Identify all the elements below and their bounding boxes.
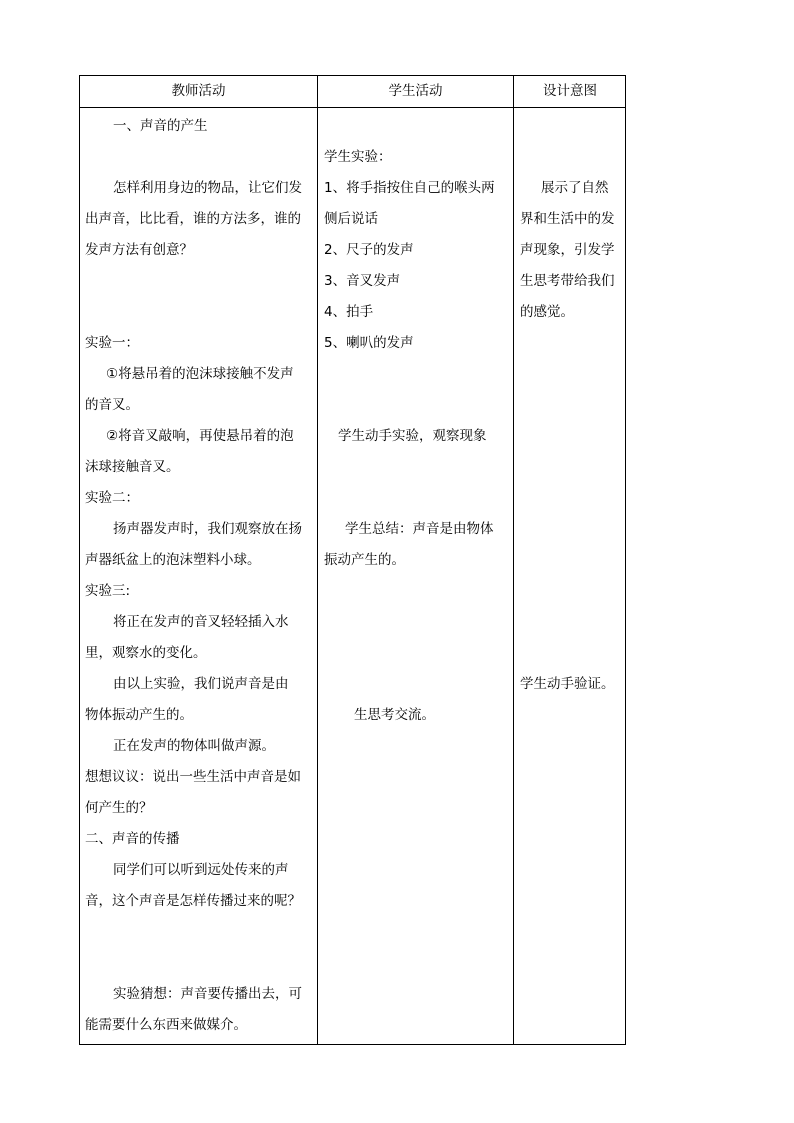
text-line: 音，这个声音是怎样传播过来的呢？ — [85, 893, 301, 909]
header-student-activity: 学生活动 — [388, 83, 443, 99]
experiment-title: 实验三: — [85, 583, 131, 599]
text-line: 声器纸盆上的泡沫塑料小球。 — [85, 552, 261, 568]
list-item: 侧后说话 — [324, 211, 378, 227]
header-design-intent: 设计意图 — [543, 83, 597, 99]
text-line: 界和生活中的发 — [520, 211, 615, 227]
text-line: 学生总结：声音是由物体 — [345, 521, 494, 537]
list-item: 1、将手指按住自己的喉头两 — [324, 180, 495, 196]
text-line: 的感觉。 — [520, 304, 574, 320]
text-line: 实验猜想：声音要传播出去，可 — [113, 986, 302, 1002]
text-line: 沫球接触音叉。 — [85, 459, 180, 475]
text-line: 何产生的？ — [85, 800, 153, 816]
experiment-title: 实验一： — [85, 335, 139, 351]
text-line: 声现象，引发学 — [520, 242, 615, 258]
text-line: 振动产生的。 — [324, 552, 405, 568]
text-line: 发声方法有创意？ — [85, 242, 193, 258]
text-line: ②将音叉敲响，再使悬吊着的泡 — [106, 428, 294, 444]
text-line: 由以上实验，我们说声音是由 — [113, 676, 289, 692]
experiment-title: 学生实验： — [324, 149, 392, 165]
list-item: 5、喇叭的发声 — [324, 335, 414, 351]
text-line: 里，观察水的变化。 — [85, 645, 207, 661]
text-line: 出声音，比比看，谁的方法多，谁的 — [85, 211, 301, 227]
text-line: 物体振动产生的。 — [85, 707, 193, 723]
section-title: 一、声音的产生 — [113, 118, 208, 134]
text-line: 学生动手实验，观察现象 — [338, 428, 487, 444]
header-divider — [80, 107, 625, 108]
text-line: 能需要什么东西来做媒介。 — [85, 1017, 247, 1033]
column-divider — [317, 76, 318, 1044]
text-line: 生思考带给我们 — [520, 273, 615, 289]
text-line: 展示了自然 — [541, 180, 609, 196]
text-line: 想想议议：说出一些生活中声音是如 — [85, 769, 301, 785]
list-item: 3、音叉发声 — [324, 273, 401, 289]
text-line: 的音叉。 — [85, 397, 139, 413]
text-line: 生思考交流。 — [354, 707, 435, 723]
text-line: 怎样利用身边的物品，让它们发 — [113, 180, 302, 196]
section-title: 二、声音的传播 — [85, 831, 180, 847]
experiment-title: 实验二： — [85, 490, 139, 506]
text-line: 学生动手验证。 — [520, 676, 615, 692]
column-divider — [513, 76, 514, 1044]
list-item: 2、尺子的发声 — [324, 242, 414, 258]
header-teacher-activity: 教师活动 — [171, 83, 226, 99]
text-line: 扬声器发声时，我们观察放在扬 — [113, 521, 302, 537]
text-line: ①将悬吊着的泡沫球接触不发声 — [106, 366, 294, 382]
text-line: 正在发声的物体叫做声源。 — [113, 738, 275, 754]
list-item: 4、拍手 — [324, 304, 374, 320]
text-line: 将正在发声的音叉轻轻插入水 — [113, 614, 289, 630]
text-line: 同学们可以听到远处传来的声 — [113, 862, 289, 878]
lesson-table — [79, 75, 626, 1045]
